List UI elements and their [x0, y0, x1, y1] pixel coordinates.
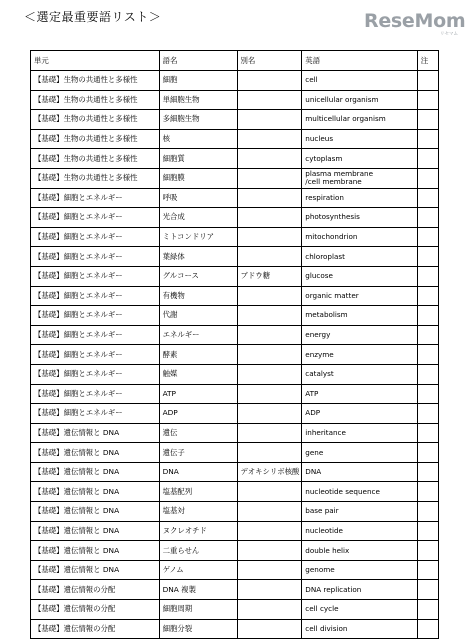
- note-cell: [417, 521, 438, 541]
- english-cell: catalyst: [302, 364, 417, 384]
- table-row: [31, 541, 439, 561]
- term-cell: 塩基対: [159, 502, 237, 522]
- note-cell: [417, 306, 438, 326]
- table-row: [31, 404, 439, 424]
- english-cell: nucleotide sequence: [302, 482, 417, 502]
- alias-cell: [237, 247, 302, 267]
- unit-cell: 【基礎】細胞とエネルギー: [31, 306, 160, 326]
- table-row: [31, 345, 439, 365]
- english-cell: cytoplasm: [302, 149, 417, 169]
- unit-cell: 【基礎】細胞とエネルギー: [31, 227, 160, 247]
- unit-cell: 【基礎】生物の共通性と多様性: [31, 110, 160, 130]
- page-title: ＜選定最重要語リスト＞: [24, 10, 162, 24]
- note-cell: [417, 560, 438, 580]
- term-cell: 葉緑体: [159, 247, 237, 267]
- table-row: [31, 266, 439, 286]
- term-cell: DNA 複製: [159, 580, 237, 600]
- unit-cell: 【基礎】細胞とエネルギー: [31, 325, 160, 345]
- term-cell: 細胞膜: [159, 168, 237, 188]
- header-unit: 単元: [31, 51, 160, 71]
- note-cell: [417, 423, 438, 443]
- unit-cell: 【基礎】生物の共通性と多様性: [31, 149, 160, 169]
- note-cell: [417, 286, 438, 306]
- table-row: [31, 560, 439, 580]
- unit-cell: 【基礎】細胞とエネルギー: [31, 286, 160, 306]
- note-cell: [417, 580, 438, 600]
- unit-cell: 【基礎】細胞とエネルギー: [31, 345, 160, 365]
- unit-cell: 【基礎】遺伝情報の分配: [31, 619, 160, 639]
- unit-cell: 【基礎】遺伝情報の分配: [31, 580, 160, 600]
- header-term: 語名: [159, 51, 237, 71]
- term-cell: 細胞質: [159, 149, 237, 169]
- header-note: 注: [417, 51, 438, 71]
- table-row: [31, 580, 439, 600]
- table-row: [31, 286, 439, 306]
- alias-cell: [237, 110, 302, 130]
- unit-cell: 【基礎】生物の共通性と多様性: [31, 129, 160, 149]
- alias-cell: [237, 149, 302, 169]
- term-cell: 核: [159, 129, 237, 149]
- unit-cell: 【基礎】遺伝情報と DNA: [31, 462, 160, 482]
- term-cell: 細胞: [159, 71, 237, 91]
- logo-subtext: リセマム: [440, 32, 458, 37]
- alias-cell: [237, 443, 302, 463]
- term-cell: ヌクレオチド: [159, 521, 237, 541]
- english-cell: ATP: [302, 384, 417, 404]
- term-cell: 遺伝子: [159, 443, 237, 463]
- term-cell: ATP: [159, 384, 237, 404]
- english-cell: multicellular organism: [302, 110, 417, 130]
- english-cell: organic matter: [302, 286, 417, 306]
- header-alias: 別名: [237, 51, 302, 71]
- english-cell: cell cycle: [302, 600, 417, 620]
- alias-cell: [237, 619, 302, 639]
- note-cell: [417, 345, 438, 365]
- table-row: [31, 443, 439, 463]
- english-cell: inheritance: [302, 423, 417, 443]
- unit-cell: 【基礎】細胞とエネルギー: [31, 266, 160, 286]
- english-cell: cell: [302, 71, 417, 91]
- unit-cell: 【基礎】遺伝情報と DNA: [31, 423, 160, 443]
- table-row: [31, 110, 439, 130]
- unit-cell: 【基礎】細胞とエネルギー: [31, 247, 160, 267]
- alias-cell: [237, 600, 302, 620]
- resemom-logo: [364, 10, 464, 40]
- english-cell: metabolism: [302, 306, 417, 326]
- table-row: [31, 600, 439, 620]
- english-cell: energy: [302, 325, 417, 345]
- unit-cell: 【基礎】遺伝情報と DNA: [31, 502, 160, 522]
- english-cell: base pair: [302, 502, 417, 522]
- unit-cell: 【基礎】生物の共通性と多様性: [31, 71, 160, 91]
- table-row: [31, 306, 439, 326]
- unit-cell: 【基礎】遺伝情報と DNA: [31, 560, 160, 580]
- alias-cell: デオキシリボ核酸: [237, 462, 302, 482]
- english-cell: ADP: [302, 404, 417, 424]
- alias-cell: [237, 384, 302, 404]
- term-cell: 多細胞生物: [159, 110, 237, 130]
- alias-cell: [237, 541, 302, 561]
- note-cell: [417, 443, 438, 463]
- header-english: 英語: [302, 51, 417, 71]
- table-row: [31, 502, 439, 522]
- english-cell: DNA: [302, 462, 417, 482]
- english-cell: respiration: [302, 188, 417, 208]
- alias-cell: [237, 168, 302, 188]
- note-cell: [417, 462, 438, 482]
- english-cell: enzyme: [302, 345, 417, 365]
- alias-cell: [237, 90, 302, 110]
- vocabulary-table: [30, 50, 439, 639]
- alias-cell: [237, 306, 302, 326]
- alias-cell: [237, 423, 302, 443]
- alias-cell: [237, 129, 302, 149]
- table-row: [31, 325, 439, 345]
- note-cell: [417, 404, 438, 424]
- term-cell: 酵素: [159, 345, 237, 365]
- term-cell: 細胞分裂: [159, 619, 237, 639]
- table-row: [31, 129, 439, 149]
- table-row: [31, 247, 439, 267]
- unit-cell: 【基礎】細胞とエネルギー: [31, 188, 160, 208]
- alias-cell: [237, 521, 302, 541]
- english-cell: gene: [302, 443, 417, 463]
- term-cell: グルコース: [159, 266, 237, 286]
- term-cell: ミトコンドリア: [159, 227, 237, 247]
- english-cell: cell division: [302, 619, 417, 639]
- english-cell: genome: [302, 560, 417, 580]
- english-cell: DNA replication: [302, 580, 417, 600]
- note-cell: [417, 227, 438, 247]
- table-row: [31, 149, 439, 169]
- term-cell: 遺伝: [159, 423, 237, 443]
- alias-cell: [237, 580, 302, 600]
- term-cell: 単細胞生物: [159, 90, 237, 110]
- english-cell: mitochondrion: [302, 227, 417, 247]
- term-cell: ゲノム: [159, 560, 237, 580]
- term-cell: 塩基配列: [159, 482, 237, 502]
- english-cell: glucose: [302, 266, 417, 286]
- unit-cell: 【基礎】細胞とエネルギー: [31, 384, 160, 404]
- note-cell: [417, 619, 438, 639]
- table-row: [31, 208, 439, 228]
- alias-cell: [237, 188, 302, 208]
- term-cell: ADP: [159, 404, 237, 424]
- table-row: [31, 482, 439, 502]
- table-row: [31, 227, 439, 247]
- note-cell: [417, 208, 438, 228]
- term-cell: 細胞周期: [159, 600, 237, 620]
- note-cell: [417, 384, 438, 404]
- alias-cell: [237, 364, 302, 384]
- alias-cell: [237, 482, 302, 502]
- term-cell: 光合成: [159, 208, 237, 228]
- note-cell: [417, 325, 438, 345]
- alias-cell: [237, 71, 302, 91]
- alias-cell: [237, 560, 302, 580]
- unit-cell: 【基礎】生物の共通性と多様性: [31, 168, 160, 188]
- unit-cell: 【基礎】遺伝情報と DNA: [31, 443, 160, 463]
- note-cell: [417, 364, 438, 384]
- table-row: [31, 521, 439, 541]
- table-row: [31, 462, 439, 482]
- alias-cell: [237, 345, 302, 365]
- unit-cell: 【基礎】細胞とエネルギー: [31, 404, 160, 424]
- note-cell: [417, 129, 438, 149]
- english-cell: plasma membrane /cell membrane: [302, 168, 417, 188]
- english-cell: unicellular organism: [302, 90, 417, 110]
- logo-wordmark: ReseMom: [364, 10, 466, 32]
- note-cell: [417, 600, 438, 620]
- unit-cell: 【基礎】細胞とエネルギー: [31, 364, 160, 384]
- note-cell: [417, 482, 438, 502]
- table-body: [31, 71, 439, 639]
- note-cell: [417, 71, 438, 91]
- unit-cell: 【基礎】細胞とエネルギー: [31, 208, 160, 228]
- unit-cell: 【基礎】遺伝情報の分配: [31, 600, 160, 620]
- unit-cell: 【基礎】遺伝情報と DNA: [31, 541, 160, 561]
- note-cell: [417, 90, 438, 110]
- note-cell: [417, 266, 438, 286]
- table-row: [31, 168, 439, 188]
- term-cell: 呼吸: [159, 188, 237, 208]
- term-cell: 有機物: [159, 286, 237, 306]
- unit-cell: 【基礎】遺伝情報と DNA: [31, 521, 160, 541]
- english-cell: chloroplast: [302, 247, 417, 267]
- table-row: [31, 384, 439, 404]
- unit-cell: 【基礎】遺伝情報と DNA: [31, 482, 160, 502]
- unit-cell: 【基礎】生物の共通性と多様性: [31, 90, 160, 110]
- alias-cell: [237, 227, 302, 247]
- table-row: [31, 188, 439, 208]
- term-cell: 二重らせん: [159, 541, 237, 561]
- alias-cell: [237, 404, 302, 424]
- term-cell: 触媒: [159, 364, 237, 384]
- alias-cell: ブドウ糖: [237, 266, 302, 286]
- alias-cell: [237, 502, 302, 522]
- english-cell: nucleotide: [302, 521, 417, 541]
- table-row: [31, 619, 439, 639]
- note-cell: [417, 168, 438, 188]
- table-row: [31, 364, 439, 384]
- table-row: [31, 71, 439, 91]
- english-cell: photosynthesis: [302, 208, 417, 228]
- note-cell: [417, 247, 438, 267]
- note-cell: [417, 110, 438, 130]
- term-cell: DNA: [159, 462, 237, 482]
- table-row: [31, 423, 439, 443]
- note-cell: [417, 149, 438, 169]
- note-cell: [417, 188, 438, 208]
- table-row: [31, 90, 439, 110]
- note-cell: [417, 541, 438, 561]
- term-cell: エネルギー: [159, 325, 237, 345]
- alias-cell: [237, 286, 302, 306]
- english-cell: double helix: [302, 541, 417, 561]
- note-cell: [417, 502, 438, 522]
- english-cell: nucleus: [302, 129, 417, 149]
- alias-cell: [237, 208, 302, 228]
- alias-cell: [237, 325, 302, 345]
- table-header-row: [31, 51, 439, 71]
- term-cell: 代謝: [159, 306, 237, 326]
